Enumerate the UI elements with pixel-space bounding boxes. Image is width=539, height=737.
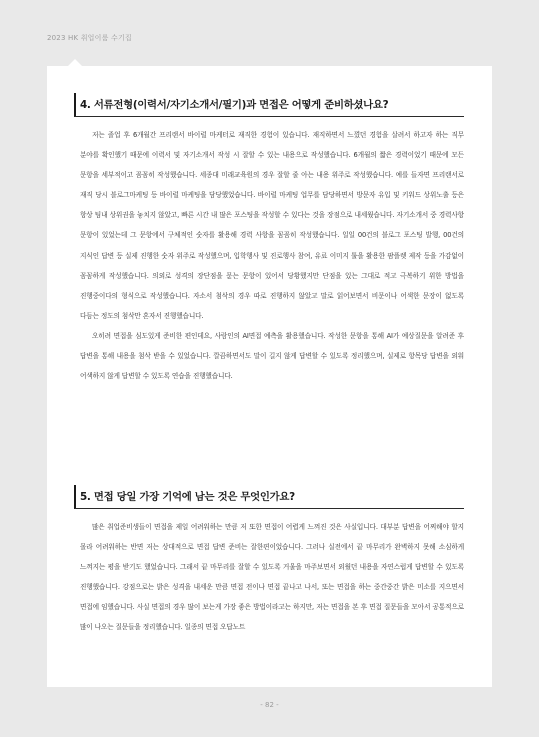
page-tab-notch: [67, 59, 83, 67]
section-4: [74, 93, 464, 386]
section-5: [74, 485, 464, 638]
page-number: - 82 -: [260, 701, 279, 709]
page-sheet: [47, 66, 492, 687]
header-label: 2023 HK 취업이룸 수기집: [47, 34, 132, 42]
section-4-paragraph-2: 오히려 면접을 심도있게 준비한 편인데요, 사람인의 AI면접 예측을 활용했습니다. 작성한 문항을 통해 AI가 예상질문을 알려준 후 답변을 통해 내용을 첨삭 받을 수 있었습니다. 깔끔하면서도 말이 길지 않게 답변할 수 있도록 정리했으며, 실제로 항목당 답변을 외워 어색하지 않게 답변할 수 있도록 연습을 진행했습니다.: [80, 331, 464, 381]
section-5-paragraph-1: 많은 취업준비생들이 면접을 제일 어려워하는 만큼 저 또한 면접이 어렵게 느껴진 것은 사실입니다. 대부분 답변을 어찌해야 할지 몰라 어려워하는 반면 저는 상대적으로 면접 답변 준비는 잘한편이었습니다. 그러나 실전에서 끝 마무리가 완벽하지 못해 소심하게 느껴지는 평을 받기도 했었습니다. 그래서 끝 마무리를 잘할 수 있도록 거울을 마주보면서 외웠던 내용을 자연스럽게 답변할 수 있도록 진행했습니다. 강점으로는 밝은 성격을 내세운 만큼 면접 전이나 면접 끝나고 나서, 또는 면접을 하는 중간중간 밝은 미소를 지으면서 면접에 임했습니다. 사실 면접의 경우 많이 보는게 가장 좋은 방법이라고는 하지만, 저는 면접을 본 후 면접 질문들을 모아서 공통적으로 많이 나오는 질문들을 정리했습니다. 일종의 면접 오답노트: [80, 523, 464, 632]
section-5-heading: 5. 면접 당일 가장 기억에 남는 것은 무엇인가요?: [74, 485, 464, 509]
section-4-paragraph-1: 저는 졸업 후 6개월간 프리랜서 바이럴 마케터로 재직한 경험이 있습니다. 재직하면서 느꼈던 경험을 살려서 하고자 하는 직무 분야를 확인했기 때문에 이력서 및 자기소개서 작성 시 잘할 수 있는 내용으로 작성했습니다. 6개월의 짧은 경력이었기 때문에 모든 문항을 세부적이고 꼼꼼히 작성했습니다. 세종대 미래교육원의 경우 잘할 줄 아는 내용 위주로 작성했습니다. 예를 들자면 프리랜서로 재직 당시 블로그마케팅 등 바이럴 마케팅을 담당했었습니다. 바이럴 마케팅 업무를 담당하면서 방문자 유입 및 키워드 상위노출 등은 항상 팀내 상위권을 놓치지 않았고, 빠른 시간 내 많은 포스팅을 작성할 수 있다는 것을 장점으로 내세웠습니다. 자기소개서 중 경력사항 문항이 있었는데 그 문항에서 구체적인 숫자를 활용해 경력 사항을 꼼꼼히 작성했습니다. 일일 00건의 블로그 포스팅 발행, 00건의 지식인 답변 등 실제 진행한 숫자 위주로 작성했으며, 입학행사 및 진로행사 참여, 유료 이미지 툴을 활용한 팜플렛 제작 등을 가감없이 꼼꼼하게 작성했습니다. 의외로 성격의 장단점을 묻는 문항이 있어서 당황했지만 단점을 있는 그대로 적고 극복하기 위한 방법을 진행중이다의 형식으로 작성했습니다. 자소서 첨삭의 경우 따로 진행하지 않았고 말로 읽어보면서 비문이나 어색한 문장이 없도록 다듬는 정도의 첨삭만 혼자서 진행했습니다.: [80, 131, 464, 320]
section-4-heading: 4. 서류전형(이력서/자기소개서/필기)과 면접은 어떻게 준비하셨나요?: [74, 93, 464, 117]
